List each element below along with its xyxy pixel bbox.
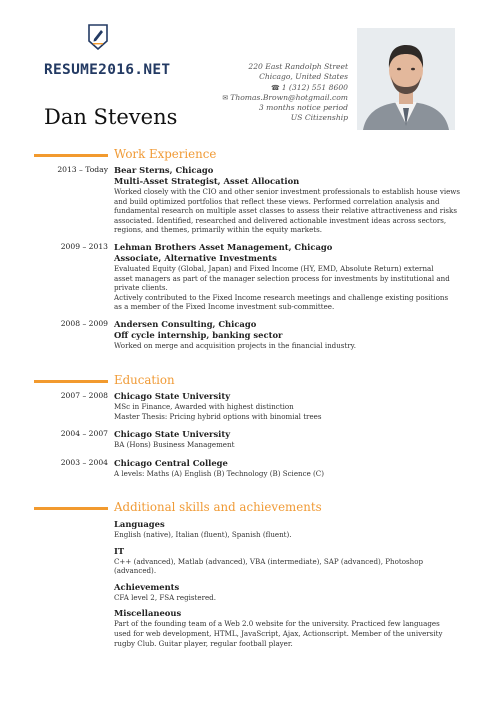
- entry-date: 2013 – Today: [57, 165, 108, 174]
- entry-date: 2003 – 2004: [60, 457, 108, 467]
- entry-description-line: fundamental research on multiple asset classes to assess their relative attractiveness and risks: [114, 206, 457, 216]
- skill-group-line: English (native), Italian (fluent), Spanish (fluent).: [114, 530, 292, 539]
- education-entry: [0, 429, 500, 450]
- section-header: [0, 500, 500, 516]
- logo-icon: [87, 24, 109, 50]
- entry-organization: Bear Sterns, Chicago: [114, 165, 214, 175]
- entry-role: Off cycle internship, banking sector: [114, 329, 283, 340]
- skill-group-title: Languages: [114, 519, 165, 529]
- entry-description-line: Actively contributed to the Fixed Income research meetings and challenge existing positions: [114, 292, 449, 302]
- section-accent-bar: [34, 507, 108, 510]
- skills-groups: [114, 519, 470, 648]
- entry-role: Multi-Asset Strategist, Asset Allocation: [114, 176, 300, 186]
- entry-description-line: private clients.: [114, 283, 168, 293]
- experience-entry: [0, 242, 500, 312]
- contact-notice-line: 3 months notice period: [258, 103, 348, 113]
- entry-date: 2008 – 2009: [60, 318, 108, 328]
- entry-date: 2009 – 2013: [60, 241, 108, 251]
- entry-description-line: Worked closely with the CIO and other senior investment professionals to establish house views: [114, 187, 461, 196]
- entry-description-line: Master Thesis: Pricing hybrid options with binomial trees: [114, 411, 322, 421]
- contact-email-line[interactable]: ✉ Thomas.Brown@hotgmail.com: [222, 92, 348, 102]
- skill-group-line: CFA level 2, FSA registered.: [114, 592, 216, 602]
- contact-address-line: 220 East Randolph Street: [248, 62, 348, 71]
- logo-text: RESUME2016.NET: [44, 62, 171, 78]
- contact-city-line: Chicago, United States: [259, 72, 348, 82]
- entry-institution: Chicago Central College: [114, 457, 228, 468]
- skill-group-title: IT: [114, 545, 125, 556]
- education-entry: [0, 391, 500, 421]
- skills-section: [0, 500, 500, 648]
- entry-description-line: MSc in Finance, Awarded with highest distinction: [114, 402, 294, 411]
- entry-description-line: asset managers as part of the manager selection process for investments by institutional and: [114, 273, 450, 283]
- skill-group-title: Miscellaneous: [114, 608, 182, 619]
- section-title: Work Experience: [114, 147, 217, 161]
- section-header: [0, 147, 500, 163]
- entry-description-line: Evaluated Equity (Global, Japan) and Fixed Income (HY, EMD, Absolute Return) external: [114, 263, 434, 273]
- entry-description-line: and build optimized portfolios that reflect these views. Performed correlation analysis and: [114, 196, 440, 206]
- contact-citizenship-line: US Citizenship: [290, 113, 348, 123]
- skill-group-line: rugby Club. Guitar player, regular football player.: [114, 638, 293, 648]
- section-header: [0, 373, 500, 389]
- entry-date: 2004 – 2007: [60, 429, 108, 439]
- entry-description-line: BA (Hons) Business Management: [114, 440, 235, 450]
- entry-description-line: A levels: Maths (A) English (B) Technology (B) Science (C): [114, 468, 324, 478]
- experience-entry: [0, 165, 500, 235]
- entry-organization: Lehman Brothers Asset Management, Chicago: [114, 241, 333, 252]
- entry-institution: Chicago State University: [114, 391, 231, 401]
- experience-entry: [0, 319, 500, 351]
- contact-phone-line: ☎ 1 (312) 551 8600: [270, 82, 348, 92]
- section-accent-bar: [34, 380, 108, 383]
- phone-icon: ☎: [270, 83, 280, 92]
- candidate-name: Dan Stevens: [44, 105, 178, 129]
- profile-photo: [357, 28, 455, 130]
- education-section: [0, 373, 500, 478]
- entry-role: Associate, Alternative Investments: [114, 252, 277, 263]
- work-experience-section: [0, 147, 500, 351]
- skill-group-title: Achievements: [114, 581, 180, 592]
- entry-institution: Chicago State University: [114, 429, 231, 440]
- entry-description-line: Worked on merge and acquisition projects in the financial industry.: [114, 340, 356, 350]
- skill-group-line: (advanced).: [114, 566, 157, 576]
- entry-description-line: associated. Identified, researched and delivered actionable investment ideas across sectors,: [114, 215, 447, 225]
- entry-organization: Andersen Consulting, Chicago: [114, 318, 257, 329]
- skill-group-line: Part of the founding team of a Web 2.0 website for the university. Practiced few languages: [114, 619, 440, 629]
- contact-block: [196, 62, 348, 124]
- skill-group-line: used for web development, HTML, JavaScript, Ajax, Actionscript. Member of the university: [114, 628, 443, 638]
- envelope-icon: ✉: [222, 93, 229, 102]
- section-title: Additional skills and achievements: [114, 500, 322, 514]
- section-title: Education: [114, 373, 175, 387]
- entry-description-line: as a member of the Fixed Income investment sub-committee.: [114, 302, 335, 312]
- section-accent-bar: [34, 154, 108, 157]
- entry-date: 2007 – 2008: [60, 391, 108, 400]
- education-entry: [0, 458, 500, 479]
- skill-group-line: C++ (advanced), Matlab (advanced), VBA (intermediate), SAP (advanced), Photoshop: [114, 556, 424, 566]
- entry-description-line: regions, and themes, primarily within the equity markets.: [114, 225, 323, 235]
